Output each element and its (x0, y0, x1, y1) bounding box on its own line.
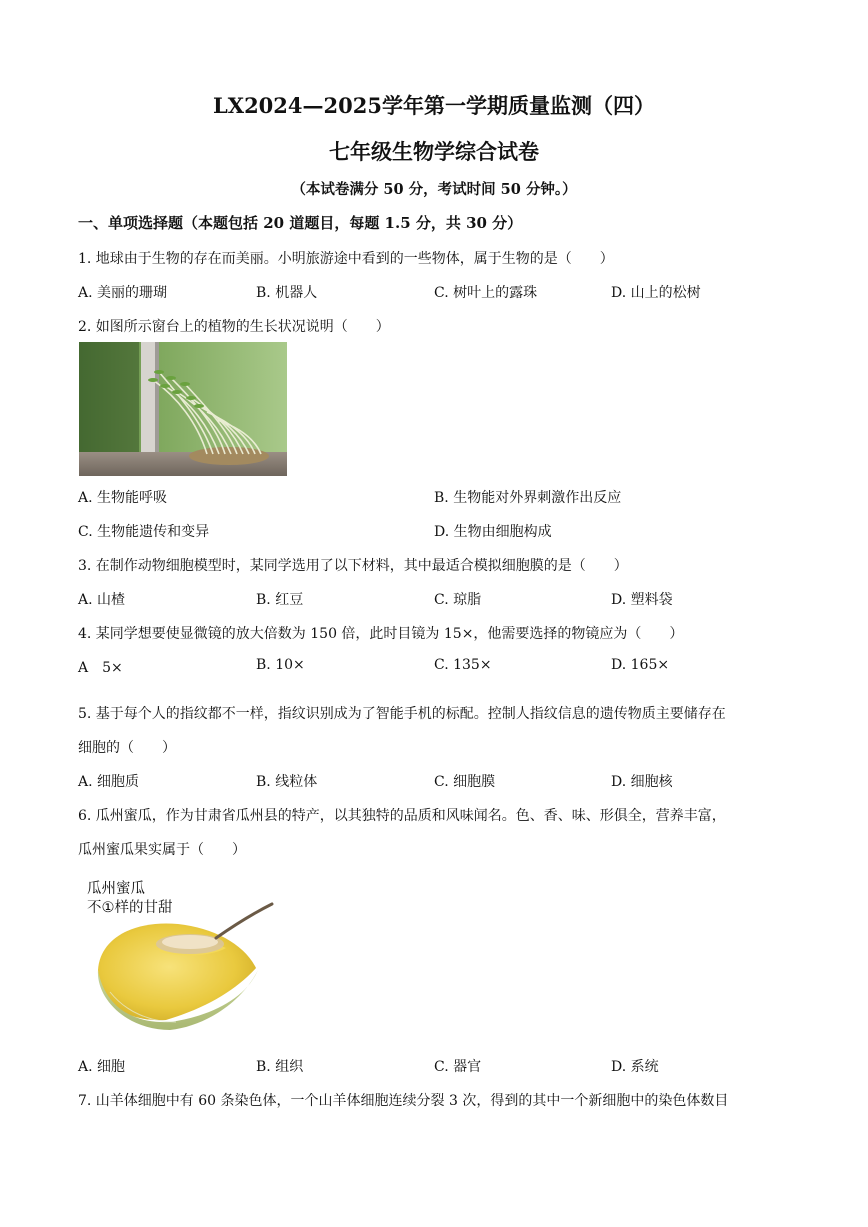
exam-title: LX2024—2025学年第一学期质量监测（四） (213, 93, 655, 118)
q4-option-c: C. 135× (434, 657, 492, 673)
q3-option-c: C. 琼脂 (434, 592, 482, 608)
q6-option-b: B. 组织 (256, 1059, 304, 1075)
question-7-stem: 7. 山羊体细胞中有 60 条染色体，一个山羊体细胞连续分裂 3 次，得到的其中一个新细胞中的染色体数目 (78, 1093, 729, 1109)
q5-option-d: D. 细胞核 (611, 774, 673, 790)
q4-option-a: A 5× (78, 660, 123, 676)
q3-option-b: B. 红豆 (256, 592, 304, 608)
exam-subtitle: 七年级生物学综合试卷 (329, 139, 539, 164)
section-heading: 一、单项选择题（本题包括 20 道题目，每题 1.5 分，共 30 分） (78, 214, 523, 232)
q3-option-d: D. 塑料袋 (611, 592, 673, 608)
q1-option-a: A. 美丽的珊瑚 (78, 285, 168, 301)
q1-option-b: B. 机器人 (256, 285, 318, 301)
question-2-stem: 2. 如图所示窗台上的植物的生长状况说明（ ） (78, 319, 390, 335)
question-5-stem-line2: 细胞的（ ） (78, 740, 176, 756)
question-4-stem: 4. 某同学想要使显微镜的放大倍数为 150 倍，此时目镜为 15×，他需要选择的物镜应为（ ） (78, 626, 684, 642)
question-3-stem: 3. 在制作动物细胞模型时，某同学选用了以下材料，其中最适合模拟细胞膜的是（ ） (78, 558, 628, 574)
melon-image (86, 880, 276, 1032)
q2-option-d: D. 生物由细胞构成 (434, 524, 552, 540)
melon-caption-line2: 不①样的甘甜 (87, 900, 173, 916)
melon-photo (86, 880, 276, 1032)
q1-option-c: C. 树叶上的露珠 (434, 285, 538, 301)
q6-option-c: C. 器官 (434, 1059, 482, 1075)
q1-option-d: D. 山上的松树 (611, 285, 701, 301)
q5-option-b: B. 线粒体 (256, 774, 318, 790)
question-1-stem: 1. 地球由于生物的存在而美丽。小明旅游途中看到的一些物体，属于生物的是（ ） (78, 251, 614, 267)
exam-note: （本试卷满分 50 分，考试时间 50 分钟。） (291, 181, 577, 198)
q5-option-a: A. 细胞质 (78, 774, 140, 790)
plant-window-photo (79, 342, 287, 476)
q2-option-c: C. 生物能遗传和变异 (78, 524, 210, 540)
q4-option-b: B. 10× (256, 657, 305, 673)
q5-option-c: C. 细胞膜 (434, 774, 496, 790)
q3-option-a: A. 山楂 (78, 592, 126, 608)
q2-option-b: B. 生物能对外界刺激作出反应 (434, 490, 622, 506)
question-6-stem-line1: 6. 瓜州蜜瓜，作为甘肃省瓜州县的特产，以其独特的品质和风味闻名。色、香、味、形俱全，营养丰富， (78, 808, 726, 824)
q6-option-d: D. 系统 (611, 1059, 659, 1075)
question-5-stem-line1: 5. 基于每个人的指纹都不一样，指纹识别成为了智能手机的标配。控制人指纹信息的遗传物质主要储存在 (78, 706, 726, 722)
q2-option-a: A. 生物能呼吸 (78, 490, 168, 506)
q6-option-a: A. 细胞 (78, 1059, 126, 1075)
plant-window-image (79, 342, 287, 476)
q4-option-d: D. 165× (611, 657, 670, 673)
melon-caption-line1: 瓜州蜜瓜 (87, 881, 145, 897)
question-6-stem-line2: 瓜州蜜瓜果实属于（ ） (78, 842, 246, 858)
